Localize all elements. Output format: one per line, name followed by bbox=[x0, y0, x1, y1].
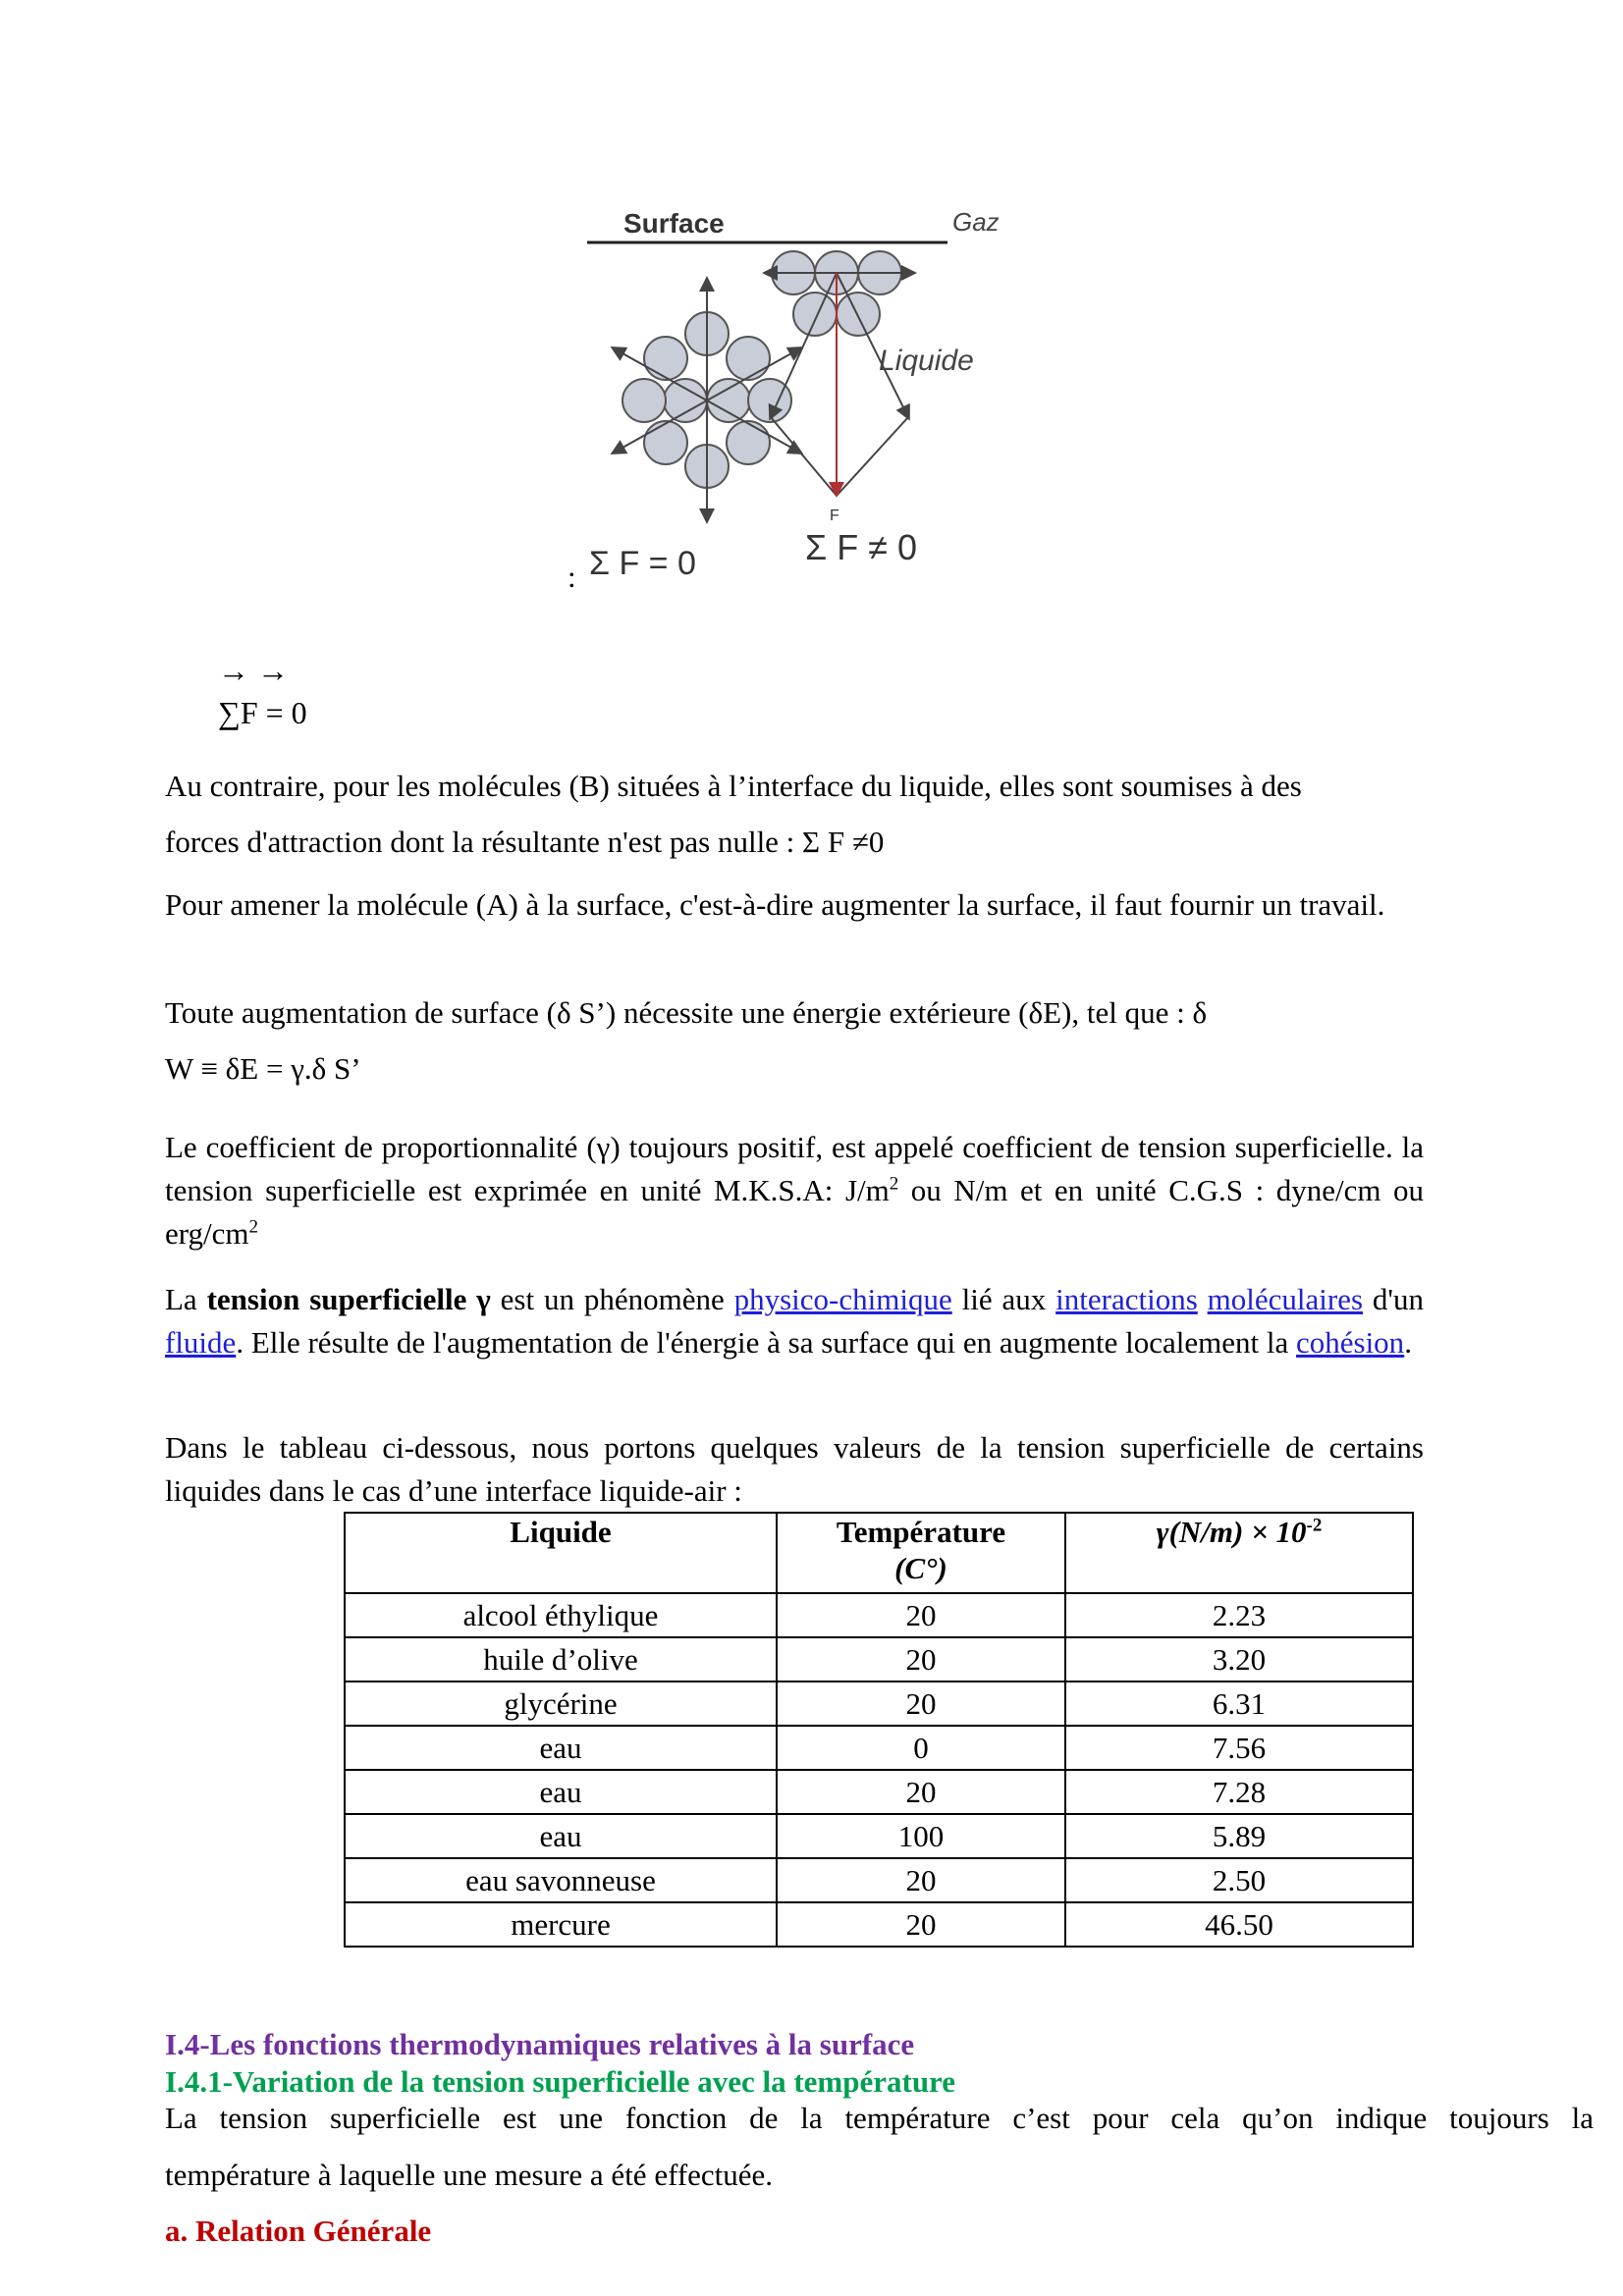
table-row bbox=[345, 1637, 1413, 1682]
link-cohesion[interactable]: cohésion bbox=[1295, 1325, 1405, 1360]
paragraph-energie-line1: Toute augmentation de surface (δ S’) nécessite une énergie extérieure (δE), tel que : δ bbox=[165, 995, 1208, 1030]
paragraph-tableau-intro: Dans le tableau ci-dessous, nous portons quelques valeurs de la tension superficielle de certains liquides dans le cas d’une interface liquide-air : bbox=[165, 1430, 1424, 1508]
cell-temp: 20 bbox=[777, 1682, 1065, 1726]
paragraph-interface-line1: Au contraire, pour les molécules (B) situées à l’interface du liquide, elles sont soumises à des bbox=[165, 769, 1302, 803]
heading-fonctions-thermo: I.4-Les fonctions thermodynamiques relatives à la surface bbox=[165, 2027, 915, 2061]
sum-nonzero-label: Σ F ≠ 0 bbox=[805, 527, 918, 567]
paragraph-energie-line2: W ≡ δE = γ.δ S’ bbox=[165, 1051, 361, 1086]
cell-gamma: 6.31 bbox=[1065, 1682, 1413, 1726]
cell-liquide: glycérine bbox=[345, 1682, 777, 1726]
paragraph-interface-line2: forces d'attraction dont la résultante n'est pas nulle : Σ F ≠0 bbox=[165, 825, 885, 859]
cell-liquide: mercure bbox=[345, 1902, 777, 1947]
heading-relation-generale: a. Relation Générale bbox=[165, 2214, 432, 2248]
surface-tension-table bbox=[344, 1512, 1414, 1948]
table-row bbox=[345, 1726, 1413, 1770]
link-physico-chimique[interactable]: physico-chimique bbox=[733, 1282, 952, 1316]
heading-variation-temperature: I.4.1-Variation de la tension superficielle avec la température bbox=[165, 2064, 956, 2099]
header-liquide: Liquide bbox=[345, 1513, 777, 1593]
paragraph-travail: Pour amener la molécule (A) à la surface, c'est-à-dire augmenter la surface, il faut fournir un travail. bbox=[165, 887, 1385, 922]
cell-liquide: eau savonneuse bbox=[345, 1858, 777, 1902]
surface-molecule-figure bbox=[579, 201, 1031, 604]
table-header-row bbox=[345, 1513, 1413, 1593]
cell-gamma: 5.89 bbox=[1065, 1814, 1413, 1858]
cell-temp: 20 bbox=[777, 1637, 1065, 1682]
table-row bbox=[345, 1858, 1413, 1902]
gaz-label: Gaz bbox=[952, 207, 1000, 237]
force-label: F bbox=[830, 507, 839, 524]
cell-liquide: eau bbox=[345, 1770, 777, 1814]
cell-gamma: 2.23 bbox=[1065, 1593, 1413, 1637]
cell-gamma: 3.20 bbox=[1065, 1637, 1413, 1682]
cell-temp: 100 bbox=[777, 1814, 1065, 1858]
cell-gamma: 7.28 bbox=[1065, 1770, 1413, 1814]
table-row bbox=[345, 1770, 1413, 1814]
sum-zero-label: Σ F = 0 bbox=[589, 545, 696, 582]
paragraph-temperature-line2: température à laquelle une mesure a été effectuée. bbox=[165, 2158, 774, 2192]
formula-arrows: → → bbox=[218, 653, 289, 688]
table-row bbox=[345, 1682, 1413, 1726]
cell-temp: 20 bbox=[777, 1770, 1065, 1814]
header-gamma: $\gamma(N/m) \times 10^{-2}$ bbox=[1065, 1513, 1413, 1593]
colon-mark: : bbox=[568, 560, 576, 594]
cell-liquide: alcool éthylique bbox=[345, 1593, 777, 1637]
surface-label: Surface bbox=[623, 208, 725, 239]
cell-temp: 0 bbox=[777, 1726, 1065, 1770]
cell-gamma: 7.56 bbox=[1065, 1726, 1413, 1770]
link-moleculaires[interactable]: moléculaires bbox=[1207, 1282, 1364, 1316]
paragraph-definition: La tension superficielle γ est un phénomène physico-chimique lié aux interactions moléculaires d'un fluide. Elle résulte de l'augmentation de l'énergie à sa surface qui en augmente localement la cohésion. bbox=[165, 1282, 1425, 1360]
liquide-label: Liquide bbox=[879, 345, 974, 377]
cell-liquide: eau bbox=[345, 1726, 777, 1770]
link-interactions[interactable]: interactions bbox=[1055, 1282, 1198, 1316]
cell-temp: 20 bbox=[777, 1858, 1065, 1902]
table-row bbox=[345, 1814, 1413, 1858]
cell-gamma: 2.50 bbox=[1065, 1858, 1413, 1902]
header-temperature: Température (C°) bbox=[777, 1513, 1065, 1593]
table-row bbox=[345, 1593, 1413, 1637]
formula-sum-zero: ∑F = 0 bbox=[218, 695, 307, 730]
link-fluide[interactable]: fluide bbox=[165, 1325, 237, 1360]
cell-liquide: eau bbox=[345, 1814, 777, 1858]
cell-temp: 20 bbox=[777, 1902, 1065, 1947]
paragraph-coefficient: Le coefficient de proportionnalité (γ) toujours positif, est appelé coefficient de tension superficielle. la tension superficielle est exprimée en unité M.K.S.A: $J/m^2$ ou N/m et en unité C.G.S : dyne/cm ou erg/$cm^2$ bbox=[165, 1130, 1424, 1251]
cell-temp: 20 bbox=[777, 1593, 1065, 1637]
cell-gamma: 46.50 bbox=[1065, 1902, 1413, 1947]
table-row bbox=[345, 1902, 1413, 1947]
cell-liquide: huile d’olive bbox=[345, 1637, 777, 1682]
paragraph-temperature-line1: La tension superficielle est une fonction de la température c’est pour cela qu’on indique toujours la bbox=[165, 2101, 1594, 2135]
